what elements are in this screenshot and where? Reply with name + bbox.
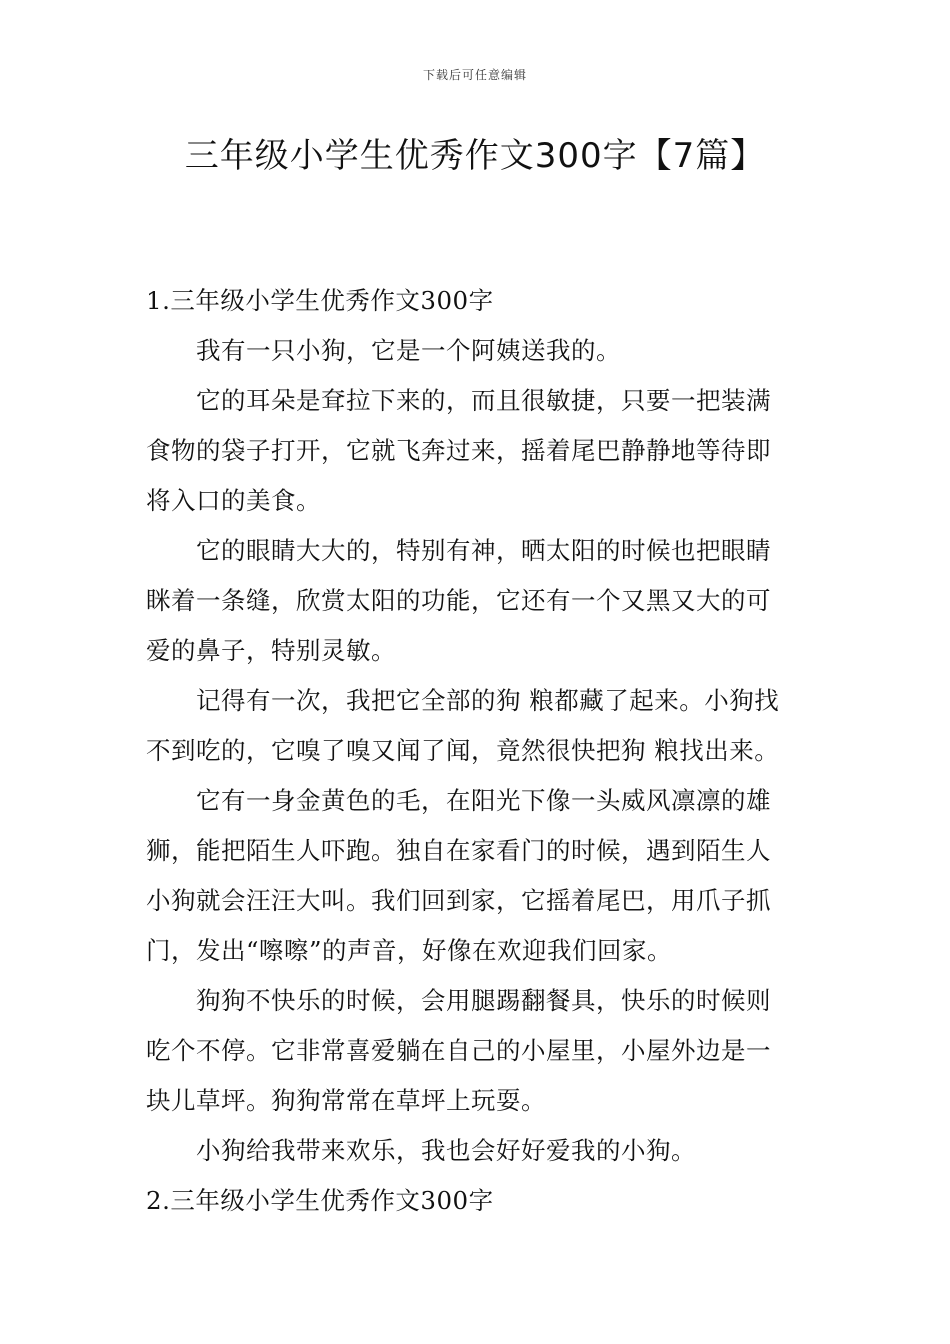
section-heading: 1.三年级小学生优秀作文300字 (146, 286, 494, 315)
paragraph-line: 吃个不停。它非常喜爱躺在自己的小屋里，小屋外边是一 (146, 1036, 771, 1065)
paragraph-line: 眯着一条缝，欣赏太阳的功能，它还有一个又黑又大的可 (146, 586, 771, 615)
paragraph-line: 将入口的美食。 (146, 486, 321, 515)
paragraph-line: 记得有一次，我把它全部的狗 粮都藏了起来。小狗找 (196, 686, 780, 715)
paragraph-line: 门，发出“嚓嚓”的声音，好像在欢迎我们回家。 (146, 936, 673, 965)
paragraph-line: 小狗就会汪汪大叫。我们回到家，它摇着尾巴，用爪子抓 (146, 886, 771, 915)
document-body (146, 276, 808, 1226)
paragraph-line: 食物的袋子打开，它就飞奔过来，摇着尾巴静静地等待即 (146, 436, 771, 465)
paragraph-line: 狮，能把陌生人吓跑。独自在家看门的时候，遇到陌生人 (146, 836, 771, 865)
paragraph-line: 它的眼睛大大的，特别有神，晒太阳的时候也把眼睛 (196, 536, 771, 565)
paragraph-line: 不到吃的，它嗅了嗅又闻了闻，竟然很快把狗 粮找出来。 (146, 736, 780, 765)
header-note: 下载后可任意编辑 (422, 68, 527, 82)
paragraph-line: 它有一身金黄色的毛，在阳光下像一头威风凛凛的雄 (196, 786, 771, 815)
paragraph-line: 爱的鼻子，特别灵敏。 (146, 636, 396, 665)
paragraph-line: 小狗给我带来欢乐，我也会好好爱我的小狗。 (196, 1136, 696, 1165)
paragraph-line: 我有一只小狗，它是一个阿姨送我的。 (196, 336, 621, 365)
paragraph-line: 狗狗不快乐的时候，会用腿踢翻餐具，快乐的时候则 (196, 986, 771, 1015)
section-heading: 2.三年级小学生优秀作文300字 (146, 1186, 494, 1215)
document-title: 三年级小学生优秀作文300字【7篇】 (184, 136, 766, 176)
paragraph-line: 块儿草坪。狗狗常常在草坪上玩耍。 (146, 1086, 546, 1115)
paragraph-line: 它的耳朵是耷拉下来的，而且很敏捷，只要一把装满 (196, 386, 771, 415)
